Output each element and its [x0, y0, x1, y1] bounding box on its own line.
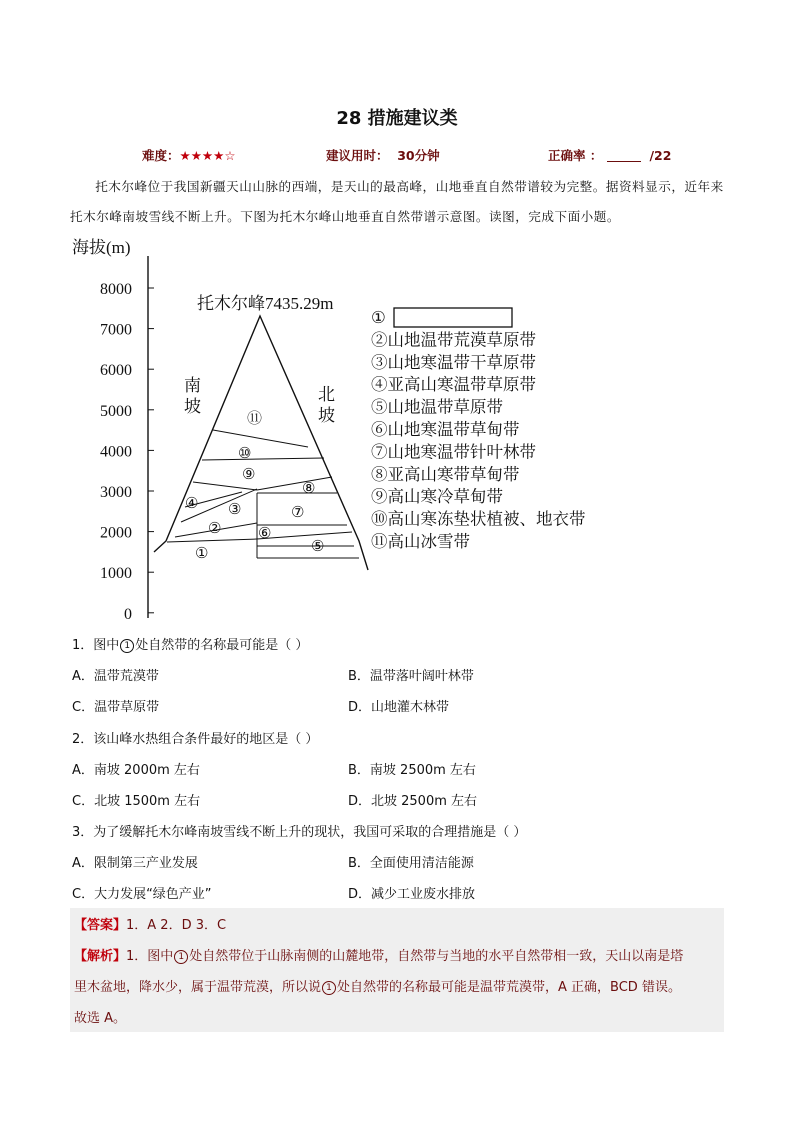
analysis-line-2 — [74, 976, 681, 995]
analysis-tag: 【解析】 — [74, 949, 127, 964]
zone-1-label: ① — [195, 546, 209, 562]
legend-item: ⑩高山寒冻垫状植被、地衣带 — [371, 509, 586, 529]
question-1-option-d[interactable]: D．山地灌木林带 — [348, 700, 450, 715]
legend-blank-box — [394, 308, 512, 327]
accuracy-field — [548, 146, 671, 164]
zone-3-label: ③ — [228, 502, 242, 518]
answer-tag: 【答案】 — [74, 918, 127, 933]
difficulty-stars: ★★★★☆ — [179, 148, 236, 163]
y-tick-label: 6000 — [100, 362, 132, 380]
analysis-circled-number-1: 1 — [174, 950, 188, 964]
zone-4-label: ④ — [185, 496, 199, 512]
legend — [371, 308, 586, 551]
legend-item: ⑦山地寒温带针叶林带 — [371, 442, 536, 462]
analysis-line-2-a: 里木盆地，降水少，属于温带荒漠，所以说 — [74, 980, 322, 995]
intro-paragraph: 托木尔峰位于我国新疆天山山脉的西端，是天山的最高峰，山地垂直自然带谱较为完整。据资料显示，近年来托木尔峰南坡雪线不断上升。下图为托木尔峰山地垂直自然带谱示意图。读图，完成下面小题。 — [70, 179, 724, 224]
y-tick-label: 5000 — [100, 402, 132, 420]
difficulty-label: 难度： — [142, 148, 180, 163]
zone-6-label: ⑥ — [258, 526, 272, 542]
question-1-stem-b: 处自然带的名称最可能是（ ） — [135, 638, 309, 653]
analysis-line-2-b: 处自然带的名称最可能是温带荒漠带，A 正确，BCD 错误。 — [337, 980, 681, 995]
analysis-line-1-b: 处自然带位于山脉南侧的山麓地带，自然带与当地的水平自然带相一致，天山以南是塔 — [189, 949, 684, 964]
legend-item: ① — [371, 308, 386, 327]
y-tick-label: 1000 — [100, 565, 132, 583]
time-label: 建议用时： — [326, 148, 389, 163]
zone-10-label: ⑩ — [238, 446, 252, 462]
question-1-circled-number: 1 — [120, 639, 134, 653]
analysis-line-3: 故选 A。 — [74, 1011, 127, 1026]
zone-8-label: ⑧ — [302, 481, 316, 497]
legend-item: ③山地寒温带干草原带 — [371, 352, 536, 372]
accuracy-label: 正确率 ： — [548, 148, 603, 163]
question-3-option-a[interactable]: A．限制第三产业发展 — [72, 856, 198, 871]
analysis-circled-number-2: 1 — [322, 981, 336, 995]
question-3-stem: 3．为了缓解托木尔峰南坡雪线不断上升的现状，我国可采取的合理措施是（ ） — [72, 825, 527, 840]
y-tick-group — [100, 281, 154, 623]
legend-item: ⑥山地寒温带草甸带 — [371, 420, 520, 439]
analysis-line-1-a: 1．图中 — [126, 949, 174, 964]
question-3-option-c[interactable]: C．大力发展“绿色产业” — [72, 887, 212, 902]
legend-item: ⑤山地温带草原带 — [371, 397, 503, 417]
north-slope-char-1: 北 — [318, 385, 335, 404]
y-tick-label: 3000 — [100, 484, 132, 501]
legend-item: ⑨高山寒冷草甸带 — [371, 487, 503, 507]
accuracy-blank[interactable] — [607, 149, 641, 162]
legend-item: ②山地温带荒漠草原带 — [371, 330, 536, 350]
question-1-option-b[interactable]: B．温带落叶阔叶林带 — [348, 669, 474, 684]
time-value: 30分钟 — [397, 148, 440, 163]
zone-2-label: ② — [208, 521, 222, 537]
answer-line — [74, 914, 226, 933]
analysis-line-1 — [74, 945, 683, 964]
question-2-option-a[interactable]: A．南坡 2000m 左右 — [72, 763, 200, 778]
south-slope-char-1: 南 — [184, 376, 201, 395]
answer-text: 1．A 2．D 3．C — [126, 918, 227, 933]
y-tick-label: 4000 — [100, 443, 132, 461]
y-tick-label: 7000 — [100, 321, 132, 339]
question-3-option-b[interactable]: B．全面使用清洁能源 — [348, 856, 474, 871]
question-2-option-d[interactable]: D．北坡 2500m 左右 — [348, 794, 478, 809]
question-2-option-b[interactable]: B．南坡 2500m 左右 — [348, 763, 476, 778]
y-tick-label: 8000 — [100, 281, 132, 298]
zone-9-label: ⑨ — [242, 467, 256, 483]
zone-5-label: ⑤ — [311, 539, 325, 555]
zone-spectrum-svg — [62, 236, 622, 631]
question-2-option-c[interactable]: C．北坡 1500m 左右 — [72, 794, 201, 809]
difficulty-field — [142, 146, 236, 164]
question-2-stem: 2．该山峰水热组合条件最好的地区是（ ） — [72, 732, 319, 747]
legend-item: ⑪高山冰雪带 — [371, 532, 470, 551]
time-field — [326, 146, 440, 164]
y-axis-label: 海拔(m) — [72, 238, 131, 257]
question-1-option-c[interactable]: C．温带草原带 — [72, 700, 160, 715]
accuracy-total: /22 — [649, 148, 672, 163]
question-1-stem — [72, 634, 308, 653]
zone-7-label: ⑦ — [291, 505, 305, 521]
zone-11-label: ⑪ — [247, 411, 263, 427]
y-tick-label: 0 — [124, 605, 132, 623]
y-tick-label: 2000 — [100, 524, 132, 542]
question-3-option-d[interactable]: D．减少工业废水排放 — [348, 887, 476, 902]
south-slope-char-2: 坡 — [184, 397, 201, 416]
question-1-stem-a: 1．图中 — [72, 638, 120, 653]
legend-item: ⑧亚高山寒带草甸带 — [371, 464, 520, 484]
peak-label: 托木尔峰7435.29m — [197, 294, 334, 313]
page-title: 28 措施建议类 — [336, 108, 458, 129]
zone-spectrum-figure — [62, 236, 622, 635]
legend-item: ④亚高山寒温带草原带 — [371, 375, 536, 395]
north-slope-char-2: 坡 — [318, 406, 335, 425]
question-1-option-a[interactable]: A．温带荒漠带 — [72, 669, 159, 684]
